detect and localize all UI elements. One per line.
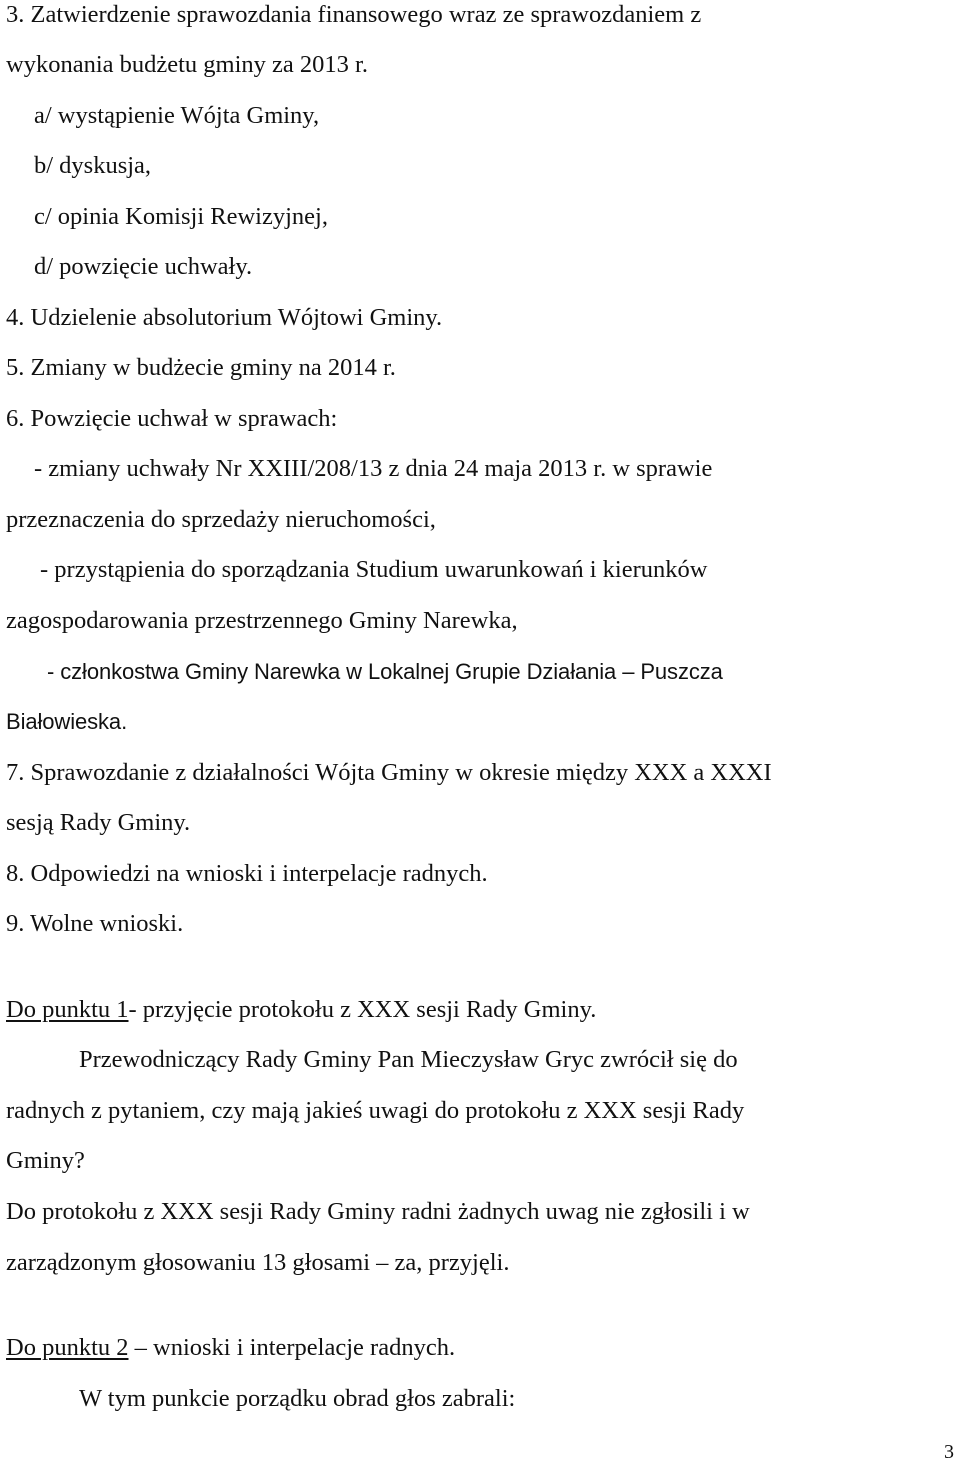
point-1-heading [6,995,596,1025]
agenda-item-6-sub-3-line-2: Białowieska. [6,709,128,734]
point-1-heading-text: - przyjęcie protokołu z XXX sesji Rady Gminy. [128,996,597,1023]
point-1-paragraph-1-line-1: Przewodniczący Rady Gminy Pan Mieczysław Gryc zwrócił się do [79,1046,738,1073]
point-1-paragraph-1-line-2: radnych z pytaniem, czy mają jakieś uwagi do protokołu z XXX sesji Rady [6,1097,745,1124]
agenda-item-7-line-1: 7. Sprawozdanie z działalności Wójta Gminy w okresie między XXX a XXXI [6,759,772,786]
agenda-item-3-sub-b: b/ dyskusja, [34,152,152,179]
agenda-item-6-sub-3-line-1: - członkostwa Gminy Narewka w Lokalnej Grupie Działania – Puszcza [47,659,723,684]
point-1-paragraph-2-line-1: Do protokołu z XXX sesji Rady Gminy radni żadnych uwag nie zgłosili i w [6,1198,750,1225]
agenda-item-3-sub-d: d/ powzięcie uchwały. [34,253,253,280]
agenda-item-6-sub-1-line-1: - zmiany uchwały Nr XXIII/208/13 z dnia 24 maja 2013 r. w sprawie [34,455,713,482]
agenda-item-3-line-2: wykonania budżetu gminy za 2013 r. [6,51,368,78]
agenda-item-3-sub-a: a/ wystąpienie Wójta Gminy, [34,102,320,129]
page-number: 3 [944,1441,954,1463]
agenda-item-9: 9. Wolne wnioski. [6,910,184,937]
point-2-heading-label: Do punktu 2 [6,1334,129,1361]
agenda-item-6: 6. Powzięcie uchwał w sprawach: [6,405,338,432]
point-1-heading-label: Do punktu 1 [6,996,129,1023]
agenda-item-3-line-1: 3. Zatwierdzenie sprawozdania finansowego wraz ze sprawozdaniem z [6,1,702,28]
agenda-item-3-sub-c: c/ opinia Komisji Rewizyjnej, [34,203,328,230]
point-1-paragraph-1-line-3: Gminy? [6,1147,85,1174]
point-2-paragraph-1-line-1: W tym punkcie porządku obrad głos zabrali: [79,1385,516,1412]
agenda-item-6-sub-2-line-2: zagospodarowania przestrzennego Gminy Narewka, [6,607,518,634]
agenda-item-6-sub-2-line-1: - przystąpienia do sporządzania Studium uwarunkowań i kierunków [40,556,708,583]
agenda-item-5: 5. Zmiany w budżecie gminy na 2014 r. [6,354,396,381]
agenda-item-4: 4. Udzielenie absolutorium Wójtowi Gminy. [6,304,443,331]
point-2-heading-text: – wnioski i interpelacje radnych. [128,1334,456,1361]
point-1-paragraph-2-line-2: zarządzonym głosowaniu 13 głosami – za, przyjęli. [6,1249,510,1276]
point-2-heading [6,1333,455,1363]
agenda-item-8: 8. Odpowiedzi na wnioski i interpelacje radnych. [6,860,488,887]
agenda-item-6-sub-1-line-2: przeznaczenia do sprzedaży nieruchomości, [6,506,436,533]
agenda-item-7-line-2: sesją Rady Gminy. [6,809,191,836]
